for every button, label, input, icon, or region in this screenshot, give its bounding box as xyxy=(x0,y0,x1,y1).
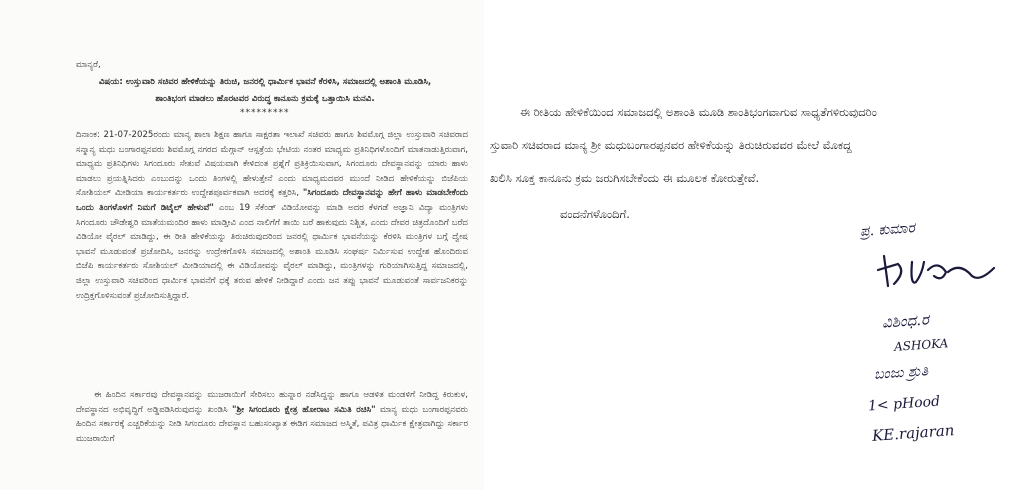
paragraph-2-quote: "ಶ್ರೀ ಸಿಗಂದೂರು ಕ್ಷೇತ್ರ ಹೋರಾಟ ಸಮಿತಿ ರಚಿಸಿ" xyxy=(232,404,376,415)
paragraph-1-intro: ದಿನಾಂಕ: 21-07-2025ರಂದು ಮಾನ್ಯ ಶಾಲಾ ಶಿಕ್ಷಣ ಹಾಗೂ ಸಾಕ್ಷರತಾ ಇಲಾಖೆ ಸಚಿವರು ಹಾಗೂ ಶಿವಮೊಗ್ಗ ಜಿಲ್ಲಾ ಉಸ್ತುವಾರಿ ಸಚಿವರಾದ ಸನ್ಮಾನ್ಯ ಮಧು ಬಂಗಾರಪ್ಪನವರು ಶಿವಮೊಗ್ಗ ನಗರದ ಮೆಗ್ಗಾನ್ ಆಸ್ಪತ್ರೆಯ ಭೇಟಿಯ ನಂತರ ಮಾಧ್ಯಮ ಪ್ರತಿನಿಧಿಗಳೊಂದಿಗೆ ಮಾತನಾಡುತ್ತಿರುವಾಗ, ಮಾಧ್ಯಮ ಪ್ರತಿನಿಧಿಗಳು ಸಿಗಂದೂರು ಸೇತುವೆ ವಿಷಯವಾಗಿ ಕೇಳಿದಂತ ಪ್ರಶ್ನೆಗೆ ಪ್ರತಿಕ್ರಿಯಿಸುವಾಗ, ಸಿಗಂದೂರು ದೇವಸ್ಥಾನವನ್ನು ಯಾರು ಹಾಳು ಮಾಡಲು ಪ್ರಯತ್ನಿಸಿದರು ಎಂಬುದನ್ನು ಒಂದು ತಿಂಗಳಲ್ಲಿ ಹೇಳುತ್ತೇನೆ ಎಂದು ಮಾಧ್ಯಮದವರ ಮುಂದೆ ನೀಡಿದ ಹೇಳಿಕೆಯನ್ನು ಬಿಜೆಪಿಯ ಸೋಶಿಯಲ್ ಮೀಡಿಯಾ ಕಾರ್ಯಕರ್ತರು ಉದ್ದೇಶಪೂರ್ವಕವಾಗಿ ಅದರಕ್ಕೆ ಕತ್ತರಿಸಿ, xyxy=(76,130,468,199)
salutation: ಮಾನ್ಯರೆ, xyxy=(76,60,101,70)
paragraph-1 xyxy=(76,128,468,303)
signature-6: 1< pHood xyxy=(867,393,941,415)
signature-1: ಪ್ರ. ಕುಮಾರ xyxy=(859,220,916,240)
signature-7: KE.rajaran xyxy=(871,421,955,445)
body-line-3: ಖಲಿಸಿ ಸೂಕ್ತ ಕಾನೂನು ಕ್ರಮ ಜರುಗಿಸಬೇಕೆಂದು ಈ ಮೂಲಕ ಕೋರುತ್ತೇವೆ. xyxy=(490,171,760,185)
closing-line: ವಂದನೆಗಳೊಂದಿಗೆ. xyxy=(560,207,630,221)
separator-stars: ********* xyxy=(240,108,290,118)
signature-3: ವಿಶಿಂಧ.ರ xyxy=(881,310,930,332)
right-letter-page xyxy=(484,0,1024,490)
body-line-1: ಈ ರೀತಿಯ ಹೇಳಿಕೆಯಿಂದ ಸಮಾಜದಲ್ಲಿ ಅಶಾಂತಿ ಮೂಡಿ ಶಾಂತಿಭಂಗವಾಗುವ ಸಾಧ್ಯತೆಗಳಿರುವುದರಿಂ xyxy=(520,105,877,119)
paragraph-2-intro: ಈ ಹಿಂದಿನ ಸರ್ಕಾರವು ದೇವಸ್ಥಾನವನ್ನು ಮುಜರಾಯಿಗೆ ಸೇರಿಸಲು ಹುನ್ನಾರ ನಡೆಸಿದ್ದನ್ನು ಹಾಗೂ ಆಡಳಿತ ಮಂಡಳಿಗೆ ನೀಡಿದ್ದ ಕಿರುಕುಳ, ದೇವಸ್ಥಾನದ ಅಭಿವೃದ್ಧಿಗೆ ಅಡ್ಡಿಪಡಿಸಿರುವುದನ್ನು ಖಂಡಿಸಿ xyxy=(76,390,468,415)
signature-5: ಬಂಜು ಶ್ರುತಿ xyxy=(873,363,929,383)
paragraph-2 xyxy=(76,388,468,446)
left-letter-page xyxy=(0,0,484,490)
body-line-2: ಸ್ತುವಾರಿ ಸಚಿವರಾದ ಮಾನ್ಯ ಶ್ರೀ ಮಧುಬಂಗಾರಪ್ಪನವರ ಹೇಳಿಕೆಯನ್ನು ತಿರುಚಿರುವವರ ಮೇಲೆ ಮೊಕದ್ದ xyxy=(490,138,852,152)
paragraph-2-rest: ಮಾನ್ಯ ಮಧು ಬಂಗಾರಪ್ಪನವರು ಹಿಂದಿನ ಸರ್ಕಾರಕ್ಕೆ ಎಚ್ಚರಿಕೆಯನ್ನು ನೀಡಿ ಸಿಗಂದೂರು ದೇವಸ್ಥಾನ ಬಹುಸಂಖ್ಯಾತ ಈಡಿಗ ಸಮಾಜದ ಅಸ್ಮಿತೆ, ಪವಿತ್ರ ಧಾರ್ಮಿಕ ಕ್ಷೇತ್ರವಾಗಿದ್ದು ಸರ್ಕಾರ ಮುಜರಾಯಿಗೆ xyxy=(76,404,468,444)
subject-line: ವಿಷಯ: ಉಸ್ತುವಾರಿ ಸಚಿವರ ಹೇಳಿಕೆಯನ್ನು ತಿರುಚಿ, ಜನರಲ್ಲಿ ಧಾರ್ಮಿಕ ಭಾವನೆ ಕೆರಳಿಸಿ, ಸಮಾಜದಲ್ಲಿ ಅಶಾಂತಿ ಮೂಡಿಸಿ, ಶಾಂತಿಭಂಗ ಮಾಡಲು ಹೊರಟವರ ವಿರುದ್ಧ ಕಾನೂನು ಕ್ರಮಕ್ಕೆ ಒತ್ತಾಯಿಸಿ ಮನವಿ. xyxy=(98,77,432,104)
paragraph-1-quote: "ಸಿಗಂದೂರು ದೇವಸ್ಥಾನವನ್ನು ಹೇಗೆ ಹಾಳು ಮಾಡಬೇಕೆಂದು ಒಂದು ತಿಂಗಳೊಳಗೆ ನಿಮಗೆ ಡಿಟೈಲ್ ಹೇಳುವೆ" xyxy=(76,188,469,213)
paragraph-1-rest: ಎಂಬ 19 ಸೆಕೆಂಡ್ ವಿಡಿಯೋವನ್ನು ಮಾಡಿ ಅದರ ಕೆಳಗಡೆ ಅಜ್ಞಾನಿ ವಿದ್ಯಾ ಮಂತ್ರಿಗಳು ಸಿಗಂದೂರು ಚೌಡೇಶ್ವರಿ ಮಾತೆಯಮಂದಿರ ಹಾಳು ಮಾಡ್ತೀವಿ ಎಂದ ನಾಲಿಗೆಗೆ ತಾಯಿ ಬರೆ ಹಾಕುವುದು ನಿಶ್ಚಿತ, ಎಂದು ದೇವರ ಚಿತ್ರದೊಂದಿಗೆ ಬರೆದ ವಿಡಿಯೋ ವೈರಲ್ ಮಾಡಿದ್ದು, ಈ ರೀತಿ ಹೇಳಿಕೆಯನ್ನು ತಿರುಚಿರುವುದರಿಂದ ಜನರಲ್ಲಿ ಧಾರ್ಮಿಕ ಭಾವನೆಯನ್ನು ಕೆರಳಿಸಿ ಮಂತ್ರಿಗಳ ಬಗ್ಗೆ ದ್ವೇಷ ಭಾವನೆ ಮೂಡುವಂತೆ ಪ್ರಚೋದಿಸಿ, ಜನರನ್ನು ಉದ್ರೇಕಗೊಳಿಸಿ ಸಮಾಜದಲ್ಲಿ ಅಶಾಂತಿ ಮೂಡಿಸಿ ಸಂಘರ್ಷ ನಿರ್ಮಿಸುವ ಉದ್ದೇಶ ಹೊಂದಿರುವ ಬಿಜೆಪಿ ಕಾರ್ಯಕರ್ತರು ಸೋಶಿಯಲ್ ಮೀಡಿಯಾದಲ್ಲಿ ಈ ವಿಡಿಯೋವನ್ನು ವೈರಲ್ ಮಾಡಿದ್ದು, ಮಂತ್ರಿಗಳನ್ನು ಗುರಿಯಾಗಿಸುತ್ತಿದ್ದ ಸಮಾಜದಲ್ಲಿ, ಜಿಲ್ಲಾ ಉಸ್ತುವಾರಿ ಸಚಿವರಿಂದ ಧಾರ್ಮಿಕ ಭಾವನೆಗೆ ಧಕ್ಕೆ ತರುವ ಹೇಳಿಕೆ ನೀಡಿದ್ದಾರೆ ಎಂದು ಜನ ತಪ್ಪು ಭಾವನೆ ಮೂಡುವಂತೆ ಸಾರ್ವಜನಿಕರನ್ನು ಉದ್ರಿಕ್ತಗೊಳಿಸುವಂತೆ ಪ್ರಚೋದಿಸುತ್ತಿದ್ದಾರೆ. xyxy=(76,202,469,301)
signature-4: ASHOKA xyxy=(893,336,949,354)
signature-2 xyxy=(876,242,1024,294)
